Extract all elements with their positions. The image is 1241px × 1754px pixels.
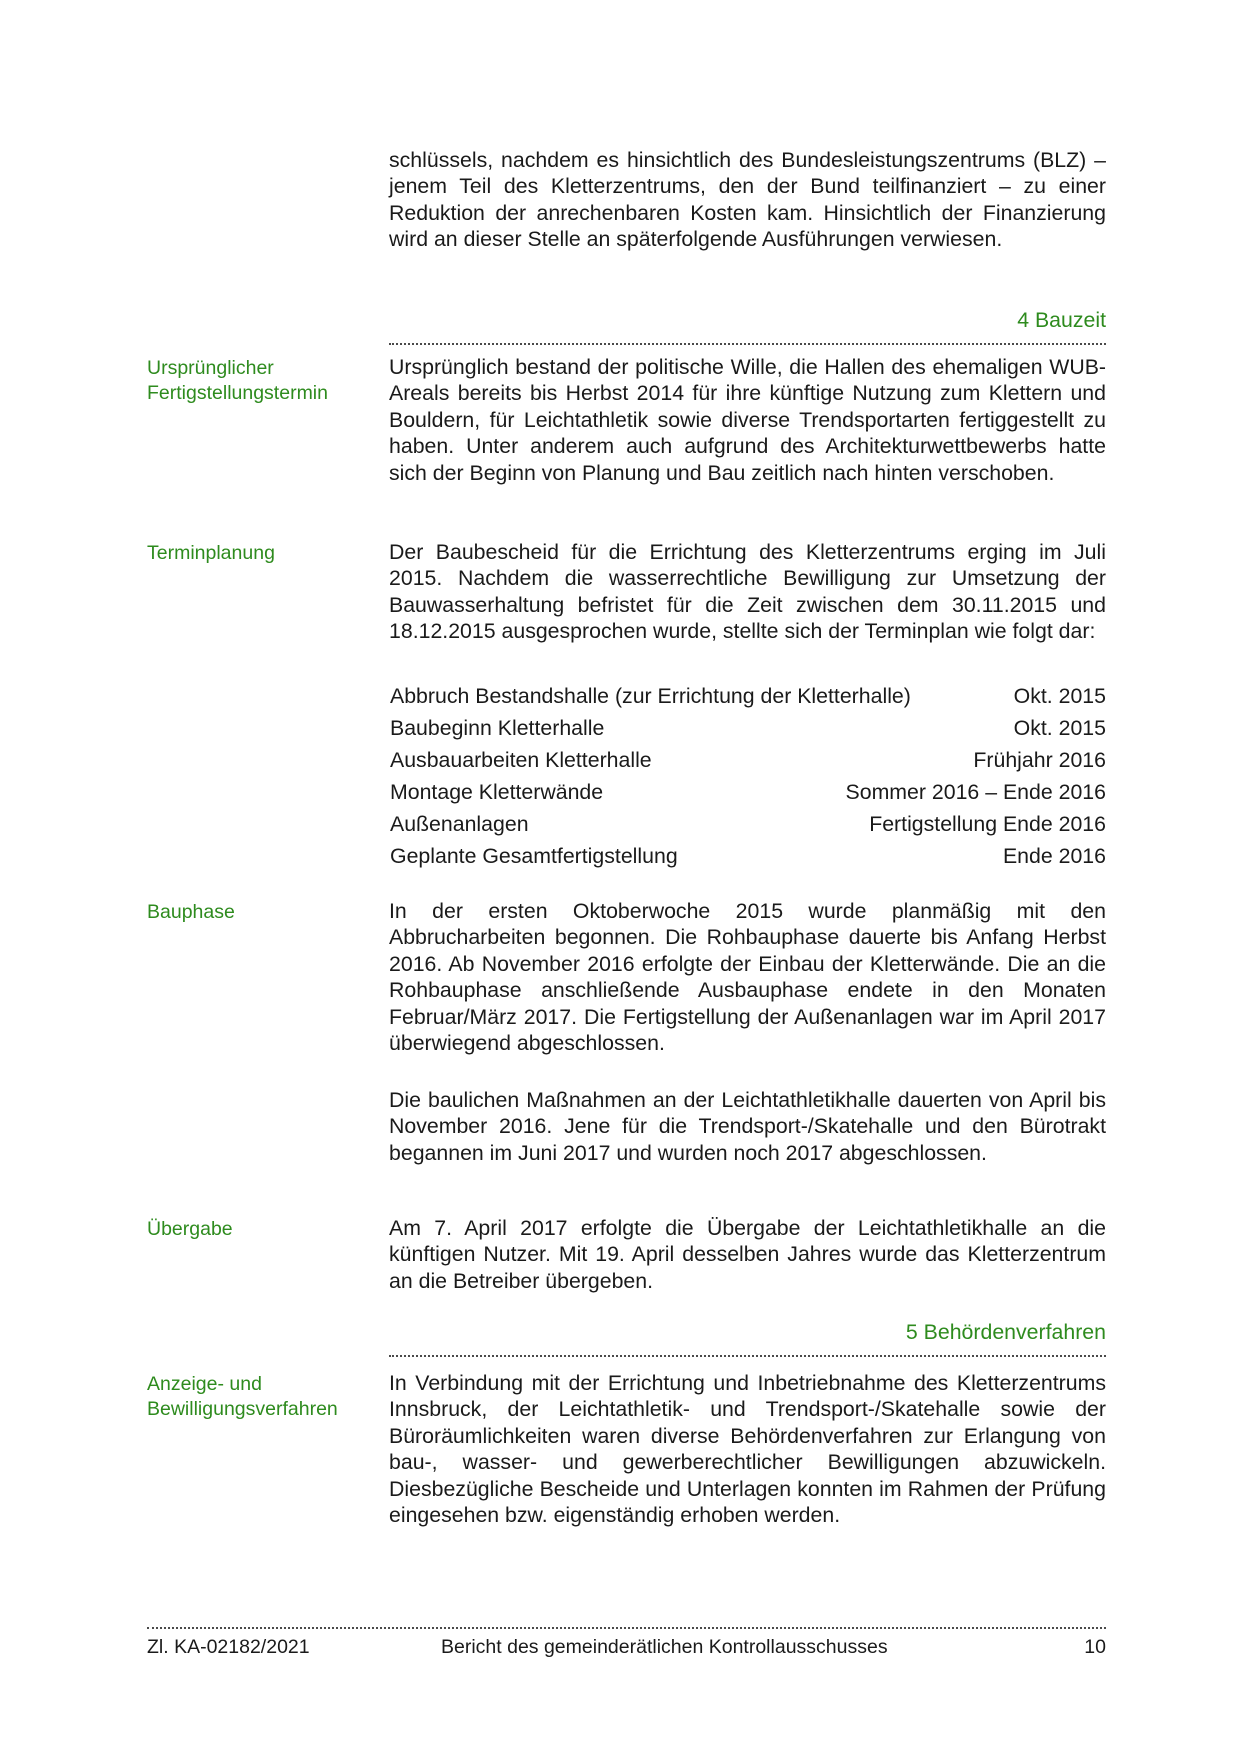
- schedule-task: Baubeginn Kletterhalle: [390, 716, 605, 740]
- section-heading-text: 5 Behördenverfahren: [905, 1320, 1106, 1344]
- schedule-row: [389, 715, 1106, 747]
- margin-label-handover: Übergabe: [147, 1218, 233, 1240]
- schedule-task: Außenanlagen: [390, 812, 529, 836]
- footer-divider: [147, 1627, 1106, 1629]
- footer-report-title: Bericht des gemeinderätlichen Kontrollausschusses: [441, 1636, 888, 1658]
- schedule-task: Geplante Gesamtfertigstellung: [390, 844, 678, 868]
- schedule-date: Sommer 2016 – Ende 2016: [845, 780, 1106, 804]
- footer-page-number: 10: [1084, 1636, 1106, 1658]
- footer-reference: Zl. KA-02182/2021: [147, 1636, 310, 1658]
- paragraph-approval-procedures: In Verbindung mit der Errichtung und Inbetriebnahme des Kletterzentrums Innsbruck, der Leichtathletik- und Trendsport-/Skatehalle sowie der Büroräumlichkeiten waren diverse Behördenverfahren zur Erlangung von bau-, wasser- und gewerberechtlicher Bewilligungen abzuwickeln. Diesbezügliche Bescheide und Unterlagen konnten im Rahmen der Prüfung eingesehen bzw. eigenständig erhoben werden.: [389, 1371, 1106, 1528]
- intro-paragraph: schlüssels, nachdem es hinsichtlich des Bundesleistungszentrums (BLZ) – jenem Teil des Kletterzentrums, den der Bund teilfinanziert – zu einer Reduktion der anrechenbaren Kosten kam. Hinsichtlich der Finanzierung wird an dieser Stelle an späterfolgende Ausführungen verwiesen.: [389, 148, 1106, 252]
- schedule-row: [389, 779, 1106, 811]
- schedule-date: Ende 2016: [1002, 844, 1106, 868]
- schedule-row: [389, 683, 1106, 715]
- paragraph-scheduling: Der Baubescheid für die Errichtung des Kletterzentrums erging im Juli 2015. Nachdem die wasserrechtliche Bewilligung zur Umsetzung der Bauwasserhaltung befristet für die Zeit zwischen dem 30.11.2015 und 18.12.2015 ausgesprochen wurde, stellte sich der Terminplan wie folgt dar:: [389, 540, 1106, 644]
- schedule-date: Fertigstellung Ende 2016: [869, 812, 1106, 836]
- margin-label-approval-procedures: Anzeige- und Bewilligungsverfahren: [147, 1373, 338, 1420]
- schedule-table: [389, 683, 1106, 875]
- schedule-date: Okt. 2015: [1013, 716, 1106, 740]
- section-heading-text: 4 Bauzeit: [1017, 308, 1106, 332]
- schedule-task: Montage Kletterwände: [390, 780, 604, 804]
- schedule-task: Abbruch Bestandshalle (zur Errichtung der Kletterhalle): [390, 684, 911, 708]
- paragraph-construction-phase-2: Die baulichen Maßnahmen an der Leichtathletikhalle dauerten von April bis November 2016. Jene für die Trendsport-/Skatehalle und den Bürotrakt begannen im Juni 2017 und wurden noch 2017 abgeschlossen.: [389, 1088, 1106, 1165]
- margin-label-construction-phase: Bauphase: [147, 901, 235, 923]
- schedule-date: Okt. 2015: [1013, 684, 1106, 708]
- schedule-row: [389, 747, 1106, 779]
- schedule-row: [389, 811, 1106, 843]
- schedule-task: Ausbauarbeiten Kletterhalle: [390, 748, 652, 772]
- section-heading-behoerdenverfahren: [389, 1320, 1106, 1357]
- margin-label-scheduling: Terminplanung: [147, 542, 275, 564]
- paragraph-handover: Am 7. April 2017 erfolgte die Übergabe der Leichtathletikhalle an die künftigen Nutzer. Mit 19. April desselben Jahres wurde das Kletterzentrum an die Betreiber übergeben.: [389, 1216, 1106, 1293]
- schedule-row: [389, 843, 1106, 875]
- schedule-date: Frühjahr 2016: [973, 748, 1106, 772]
- paragraph-construction-phase-1: In der ersten Oktoberwoche 2015 wurde planmäßig mit den Abbrucharbeiten begonnen. Die Rohbauphase dauerte bis Anfang Herbst 2016. Ab November 2016 erfolgte der Einbau der Kletterwände. Die an die Rohbauphase anschließende Ausbauphase endete in den Monaten Februar/März 2017. Die Fertigstellung der Außenanlagen war im April 2017 überwiegend abgeschlossen.: [389, 899, 1106, 1056]
- paragraph-original-deadline: Ursprünglich bestand der politische Wille, die Hallen des ehemaligen WUB-Areals bereits bis Herbst 2014 für ihre künftige Nutzung zum Klettern und Bouldern, für Leichtathletik sowie diverse Trendsportarten fertiggestellt zu haben. Unter anderem auch aufgrund des Architekturwettbewerbs hatte sich der Beginn von Planung und Bau zeitlich nach hinten verschoben.: [389, 355, 1106, 485]
- section-heading-bauzeit: [389, 308, 1106, 345]
- margin-label-original-deadline: Ursprünglicher Fertigstellungstermin: [147, 357, 328, 404]
